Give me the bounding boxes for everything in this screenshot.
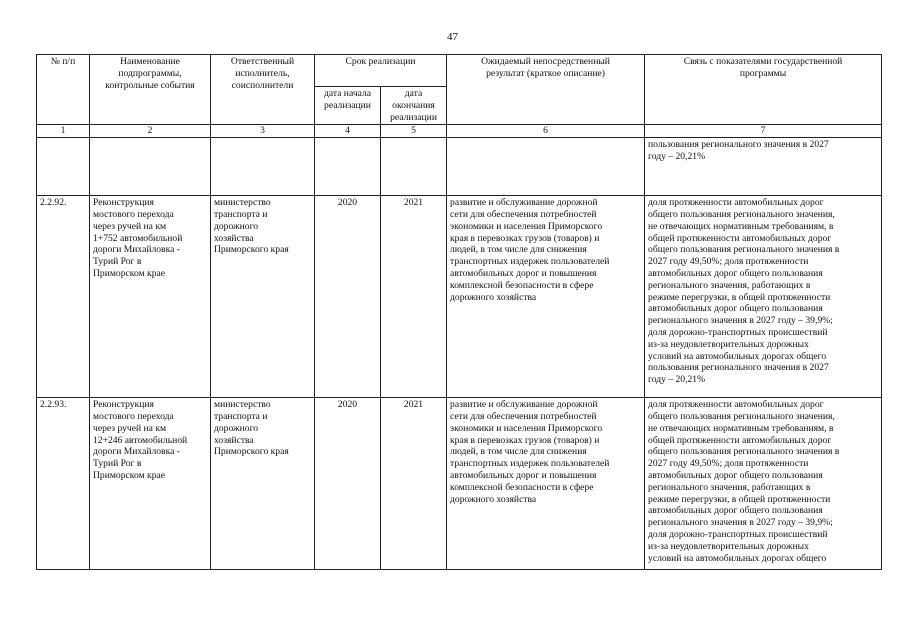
header-subprogram-name: Наименование подпрограммы, контрольные события [90,55,211,125]
cell-indicators: доля протяженности автомобильных дорог общего пользования регионального значения, не отвечающих нормативным требованиям, в общей протяженности автомобильных дорог общего пользования регионального значения в 2027 году 49,50%; доля протяженности автомобильных дорог общего пользования регионального значения, работающих в режиме перегрузки, в общей протяженности автомобильных дорог общего пользования регионального значения в 2027 году – 39,9%; доля дорожно-транспортных происшествий из-за неудовлетворительных дорожных условий на автомобильных дорогах общего пользования регионального значения в 2027 году – 20,21% [645,196,882,398]
cell-end: 2021 [381,196,447,398]
cell-start: 2020 [315,196,381,398]
cell-start [315,138,381,196]
column-number: 3 [211,125,315,138]
cell-result [447,138,645,196]
header-start-date: дата начала реализации [315,87,381,125]
cell-number: 2.2.92. [37,196,90,398]
header-indicators-link: Связь с показателями государственной программы [645,55,882,125]
column-number: 1 [37,125,90,138]
column-number: 7 [645,125,882,138]
cell-name: Реконструкция мостового перехода через ручей на км 1+752 автомобильной дороги Михайловка - Турий Рог в Приморском крае [90,196,211,398]
table-row [37,398,882,570]
cell-number [37,138,90,196]
cell-executor: министерство транспорта и дорожного хозяйства Приморского края [211,398,315,570]
cell-end: 2021 [381,398,447,570]
cell-executor: министерство транспорта и дорожного хозяйства Приморского края [211,196,315,398]
cell-number: 2.2.93. [37,398,90,570]
column-number: 2 [90,125,211,138]
column-number: 5 [381,125,447,138]
cell-name: Реконструкция мостового перехода через ручей на км 12+246 автомобильной дороги Михайловка - Турий Рог в Приморском крае [90,398,211,570]
page-number: 47 [447,31,458,43]
cell-indicators: доля протяженности автомобильных дорог общего пользования регионального значения, не отвечающих нормативным требованиям, в общей протяженности автомобильных дорог общего пользования регионального значения в 2027 году 49,50%; доля протяженности автомобильных дорог общего пользования регионального значения, работающих в режиме перегрузки, в общей протяженности автомобильных дорог общего пользования регионального значения в 2027 году – 39,9%; доля дорожно-транспортных происшествий из-за неудовлетворительных дорожных условий на автомобильных дорогах общего [645,398,882,570]
column-number: 4 [315,125,381,138]
continuation-row [37,138,882,196]
header-number: № п/п [37,55,90,125]
cell-end [381,138,447,196]
header-end-date: дата окончания реализации [381,87,447,125]
cell-result: развитие и обслуживание дорожной сети для обеспечения потребностей экономики и населения Приморского края в перевозках грузов (товаров) и людей, в том числе для снижения транспортных издержек пользователей автомобильных дорог и повышения комплексной безопасности в сфере дорожного хозяйства [447,196,645,398]
cell-executor [211,138,315,196]
column-number: 6 [447,125,645,138]
cell-result: развитие и обслуживание дорожной сети для обеспечения потребностей экономики и населения Приморского края в перевозках грузов (товаров) и людей, в том числе для снижения транспортных издержек пользователей автомобильных дорог и повышения комплексной безопасности в сфере дорожного хозяйства [447,398,645,570]
cell-indicators: пользования регионального значения в 2027 году – 20,21% [645,138,882,196]
table-row [37,196,882,398]
cell-start: 2020 [315,398,381,570]
program-events-table [36,54,882,570]
column-number-row [37,125,882,138]
header-implementation-period: Срок реализации [315,55,447,87]
cell-name [90,138,211,196]
header-expected-result: Ожидаемый непосредственный результат (краткое описание) [447,55,645,125]
header-executor: Ответственный исполнитель, соисполнители [211,55,315,125]
